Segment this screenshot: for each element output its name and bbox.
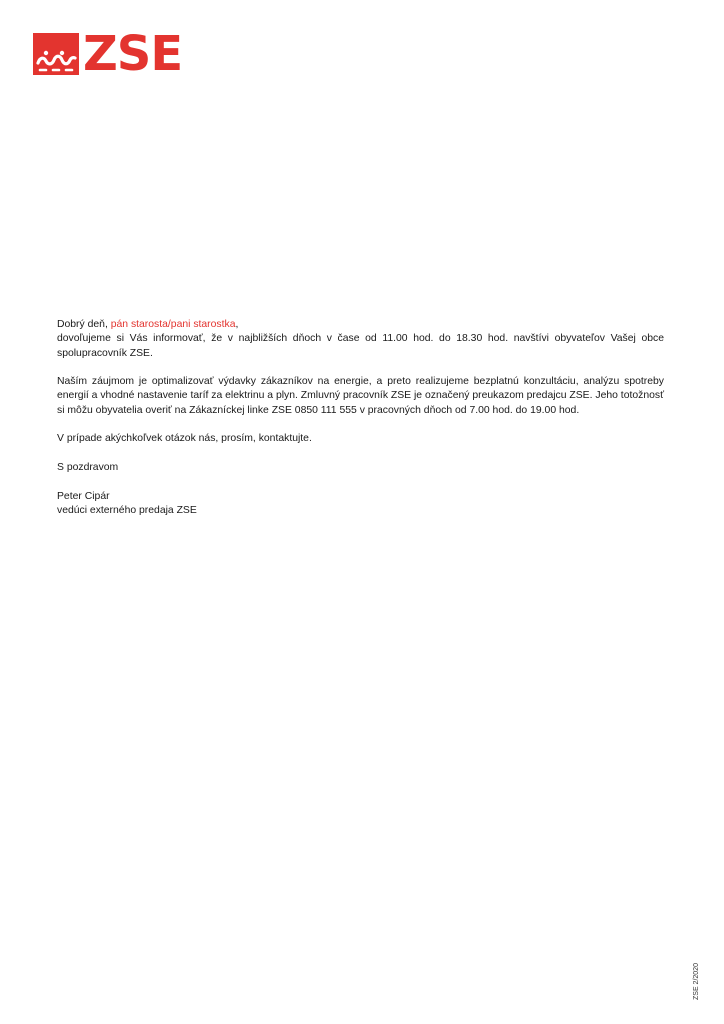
greeting-prefix: Dobrý deň, [57, 319, 111, 330]
zse-brand-mark-icon [33, 33, 79, 75]
paragraph-purpose: Naším záujmom je optimalizovať výdavky zákazníkov na energie, a preto realizujeme bezplatnú konzultáciu, analýzu spotreby energií a vhodné nastavenie taríf za elektrinu a plyn. Zmluvný pracovník ZSE je označený preukazom predajcu ZSE. Jeho totožnosť si môžu obyvatelia overiť na Zákazníckej linke ZSE 0850 111 555 v pracovných dňoch od 7.00 hod. do 19.00 hod. [57, 376, 664, 416]
letter-body [57, 318, 664, 518]
paragraph-visit-info: dovoľujeme si Vás informovať, že v najbližších dňoch v čase od 11.00 hod. do 18.30 hod. navštívi obyvateľov Vašej obce spolupracovník ZSE. [57, 333, 664, 359]
greeting [57, 318, 664, 332]
signer-title: vedúci externého predaja ZSE [57, 504, 197, 516]
zse-logo [33, 26, 183, 82]
signature-block [57, 490, 664, 519]
greeting-addressee: pán starosta/pani starostka [110, 319, 236, 330]
logo-wordmark: ZSE [83, 26, 183, 82]
document-code: ZSE 2/2020 [693, 963, 700, 1000]
signer-name: Peter Cipár [57, 490, 110, 502]
paragraph-contact: V prípade akýchkoľvek otázok nás, prosím, kontaktujte. [57, 433, 312, 445]
greeting-suffix: , [235, 319, 239, 330]
closing: S pozdravom [57, 461, 119, 473]
